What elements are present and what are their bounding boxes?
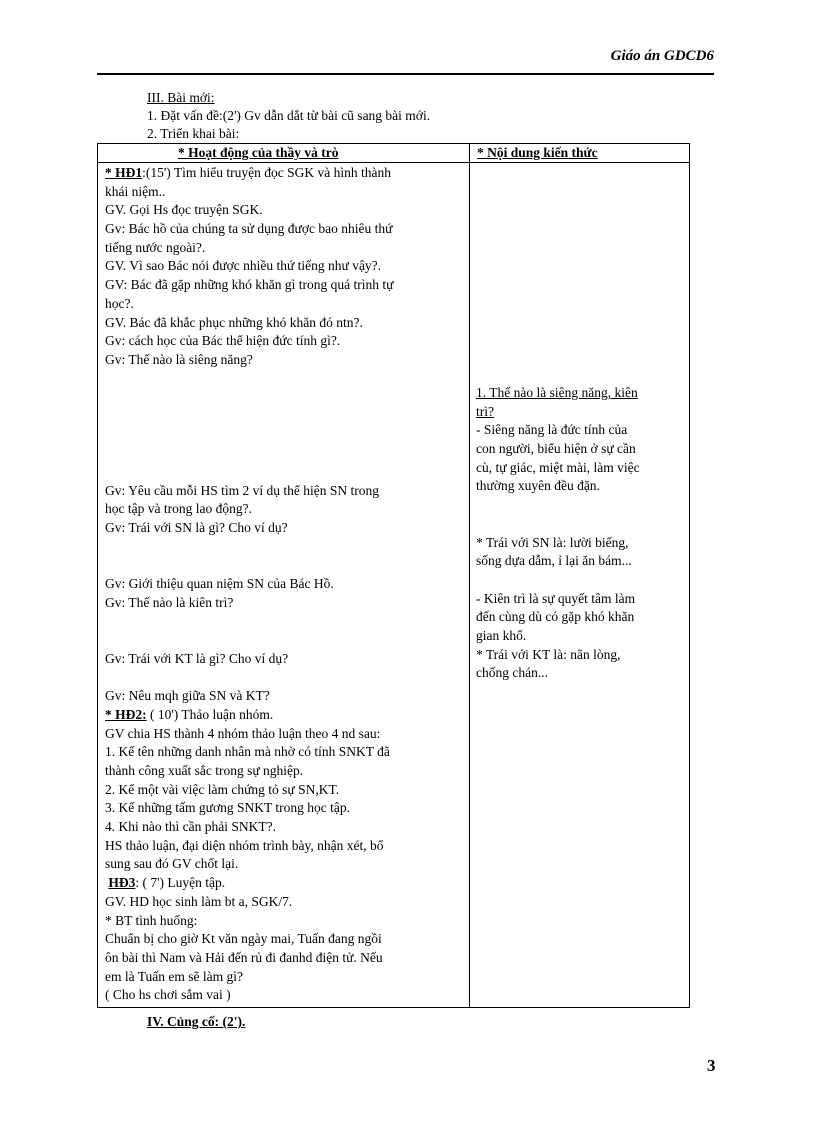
table-line: gian khổ.: [476, 627, 527, 643]
table-line: Gv: cách học của Bác thể hiện đức tính gì?.: [105, 333, 341, 349]
table-line: con người, biểu hiện ở sự cần: [476, 441, 636, 457]
table-line: thường xuyên đều đặn.: [476, 478, 600, 494]
column-header-activities: * Hoạt động của thầy và trò: [178, 145, 339, 160]
intro-line: 1. Đặt vấn đề:(2') Gv dẫn dắt từ bài cũ sang bài mới.: [147, 108, 431, 123]
table-line: GV. Gọi Hs đọc truyện SGK.: [105, 202, 263, 218]
content-heading: trì?: [476, 403, 494, 419]
table-line: ôn bài thì Nam và Hải đến rủ đi đanhd điện tử. Nếu: [105, 949, 383, 965]
table-line: * BT tình huống:: [105, 912, 198, 928]
table-line: [105, 706, 462, 725]
table-line: Gv: Thế nào là siêng năng?: [105, 351, 253, 367]
column-header-content: * Nội dung kiến thức: [477, 145, 598, 160]
table-line: sung sau đó GV chốt lại.: [105, 856, 239, 872]
table-line: Gv: Trái với KT là gì? Cho ví dụ?: [105, 650, 289, 666]
content-column: [476, 384, 681, 683]
document-header-title: Giáo án GDCD6: [610, 48, 714, 64]
intro-line: 2. Triển khai bài:: [147, 126, 240, 141]
table-line: đến cùng dù có gặp khó khăn: [476, 609, 635, 625]
table-line: Gv: Trái với SN là gì? Cho ví dụ?: [105, 520, 288, 536]
activities-column: [105, 164, 462, 1005]
table-line: GV chia HS thành 4 nhóm thảo luận theo 4 nd sau:: [105, 725, 381, 741]
lesson-intro: [147, 89, 430, 143]
column-divider: [469, 144, 470, 1007]
table-line: em là Tuấn em sẽ làm gì?: [105, 968, 243, 984]
activity-text: : ( 7') Luyện tập.: [135, 875, 226, 891]
table-line: cù, tự giác, miệt mài, làm việc: [476, 459, 640, 475]
table-line: Gv: Yêu cầu mỗi HS tìm 2 ví dụ thể hiện SN trong: [105, 482, 379, 498]
table-line: Chuẩn bị cho giờ Kt văn ngày mai, Tuấn đang ngồi: [105, 931, 382, 947]
activity-text: :(15') Tìm hiểu truyện đọc SGK và hình thành: [142, 165, 392, 180]
header-divider: [97, 73, 714, 75]
table-line: - Kiên trì là sự quyết tâm làm: [476, 590, 636, 606]
header-row-divider: [98, 162, 689, 163]
table-line: 4. Khi nào thì cần phải SNKT?.: [105, 819, 276, 835]
section-heading: III. Bài mới:: [147, 90, 215, 105]
table-line: thành công xuất sắc trong sự nghiệp.: [105, 763, 304, 778]
table-line: [105, 164, 462, 183]
table-line: 3. Kể những tấm gương SNKT trong học tập.: [105, 800, 350, 816]
table-line: khái niệm..: [105, 183, 166, 199]
activity-label: HĐ3: [108, 875, 136, 891]
activity-label: * HĐ1: [105, 165, 143, 180]
table-line: * Trái với KT là: nãn lòng,: [476, 646, 621, 662]
table-line: Gv: Giới thiệu quan niệm SN của Bác Hồ.: [105, 576, 334, 592]
table-line: - Siêng năng là đức tính của: [476, 422, 628, 438]
table-line: HS thảo luận, đại diện nhóm trình bày, nhận xét, bổ: [105, 837, 384, 853]
activity-text: ( 10') Thảo luận nhóm.: [146, 706, 274, 722]
table-line: chống chán...: [476, 665, 548, 681]
page-number: 3: [707, 1056, 716, 1075]
table-line: Gv: Thế nào là kiên trì?: [105, 594, 234, 610]
section-heading-cung-co: IV. Củng cố: (2').: [147, 1014, 246, 1029]
table-line: Gv: Nêu mqh giữa SN và KT?: [105, 688, 270, 704]
content-heading: 1. Thế nào là siêng năng, kiên: [476, 385, 638, 400]
table-line: học tập và trong lao động?.: [105, 501, 252, 517]
table-line: sống dựa dẫm, ỉ lại ăn bám...: [476, 553, 632, 569]
table-line: GV: Bác đã gặp những khó khăn gì trong quá trình tự: [105, 277, 394, 293]
table-line: 2. Kể một vài việc làm chứng tỏ sự SN,KT.: [105, 781, 340, 797]
table-line: GV. HD học sinh làm bt a, SGK/7.: [105, 893, 293, 909]
table-line: tiếng nước ngoài?.: [105, 239, 206, 255]
lesson-table: [97, 143, 690, 1008]
table-line: GV. Vì sao Bác nói được nhiều thứ tiếng như vậy?.: [105, 258, 382, 274]
table-line: ( Cho hs chơi sắm vai ): [105, 987, 231, 1003]
table-line: 1. Kể tên những danh nhân mà nhờ có tính SNKT đã: [105, 744, 390, 760]
table-line: GV. Bác đã khắc phục những khó khăn đó ntn?.: [105, 314, 363, 330]
activity-label: * HĐ2:: [105, 706, 147, 722]
table-line: [105, 874, 462, 893]
table-line: học?.: [105, 295, 134, 311]
table-line: Gv: Bác hồ của chúng ta sử dụng được bao nhiêu thứ: [105, 221, 393, 237]
table-line: * Trái với SN là: lười biếng,: [476, 534, 629, 550]
